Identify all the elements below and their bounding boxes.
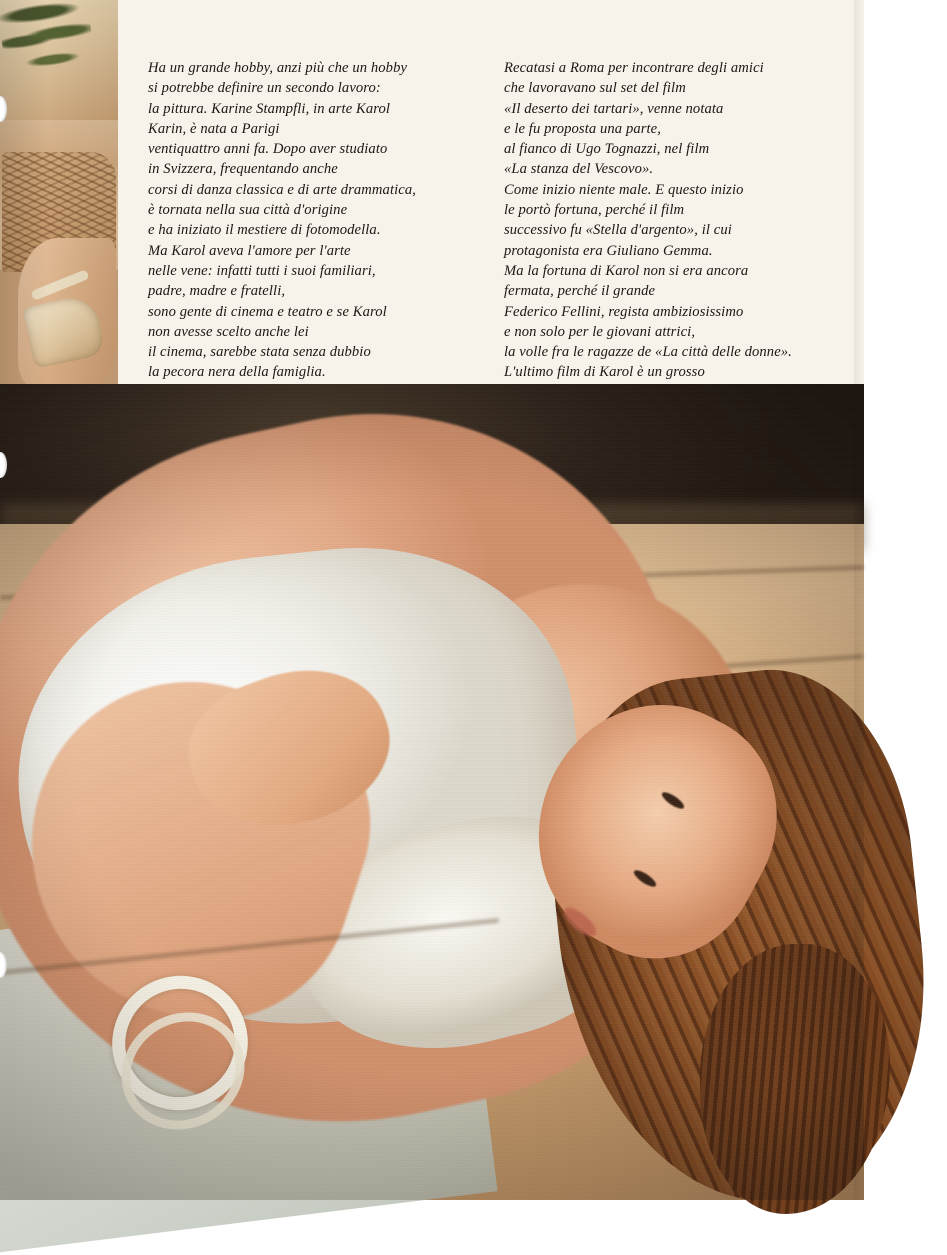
text-line: successivo fu «Stella d'argento», il cui [504,222,732,239]
text-line: padre, madre e fratelli, [148,283,286,300]
text-line: protagonista era Giuliano Gemma. [504,242,713,259]
text-line: Federico Fellini, regista ambiziosissimo [504,303,744,320]
top-left-photo-strip [0,0,118,384]
text-line: è tornata nella sua città d'origine [148,202,348,219]
text-line: Ma la fortuna di Karol non si era ancora [504,262,749,279]
text-line: L'ultimo film di Karol è un grosso [504,364,705,381]
text-line: Recatasi a Roma per incontrare degli amici [504,60,764,76]
text-line: nelle vene: infatti tutti i suoi familiari, [148,262,376,279]
article-columns [148,58,838,423]
column-left-text [148,58,466,423]
text-line: e non solo per le giovani attrici, [504,323,696,340]
text-line: la volle fra le ragazze de «La città delle donne». [504,344,792,361]
text-line: ventiquattro anni fa. Dopo aver studiato [148,141,388,158]
text-line: Karin, è nata a Parigi [148,120,280,137]
text-line: Come inizio niente male. E questo inizio [504,181,744,198]
article-column-left [148,58,466,423]
text-line: al fianco di Ugo Tognazzi, nel film [504,141,710,158]
article-column-right [504,58,822,423]
text-line: sono gente di cinema e teatro e se Karol [148,303,387,320]
main-photograph [0,384,864,1200]
text-line: «Il deserto dei tartari», venne notata [504,100,724,117]
text-line: e ha iniziato il mestiere di fotomodella. [148,222,381,239]
text-line: corsi di danza classica e di arte drammatica, [148,181,416,198]
text-line: il cinema, sarebbe stata senza dubbio [148,344,371,361]
column-right-text [504,58,822,423]
text-line: la pecora nera della famiglia. [148,364,326,381]
text-line: e le fu proposta una parte, [504,120,662,137]
text-line: «La stanza del Vescovo». [504,161,654,178]
article-text-area [0,0,864,384]
text-line: Ha un grande hobby, anzi più che un hobby [148,60,408,76]
text-line: le portò fortuna, perché il film [504,202,685,219]
text-line: fermata, perché il grande [504,283,656,300]
text-line: che lavoravano sul set del film [504,80,686,97]
text-line: la pittura. Karine Stampfli, in arte Karol [148,100,391,117]
text-line: in Svizzera, frequentando anche [148,161,338,178]
text-line: si potrebbe definire un secondo lavoro: [148,80,381,97]
text-line: non avesse scelto anche lei [148,323,309,340]
strip-shading-overlay [0,0,118,384]
text-line: Ma Karol aveva l'amore per l'arte [148,242,351,259]
